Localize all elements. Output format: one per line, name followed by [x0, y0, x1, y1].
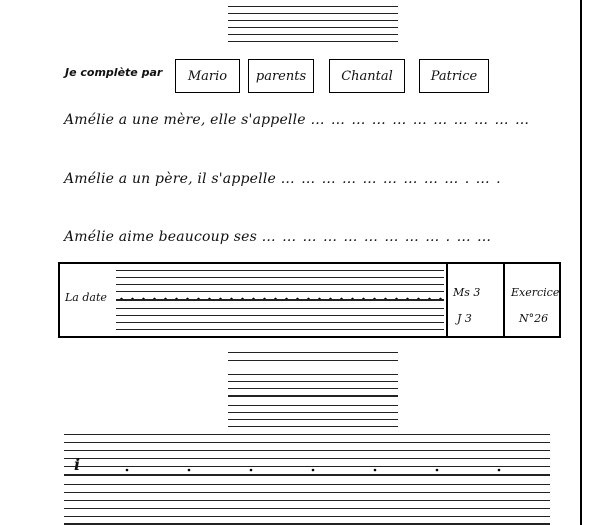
instruction-text: Je complète par: [65, 66, 163, 79]
j-label: J 3: [457, 312, 472, 325]
word-box-2[interactable]: parents: [248, 59, 314, 93]
sentence-3-text: Amélie aime beaucoup ses: [64, 229, 257, 245]
practice-letter: i: [74, 455, 81, 474]
word-box-1[interactable]: Mario: [175, 59, 240, 93]
exercise-label: Exercice: [511, 286, 560, 299]
ms-label: Ms 3: [453, 286, 481, 299]
sentence-1-blank[interactable]: … … … … … … … … … … …: [310, 112, 530, 128]
sentence-3-blank[interactable]: … … … … … … … … … . … …: [261, 229, 493, 245]
exercise-number: N°26: [519, 312, 549, 325]
sentence-1-text: Amélie a une mère, elle s'appelle: [64, 112, 306, 128]
word-box-4[interactable]: Patrice: [419, 59, 489, 93]
sentence-2-text: Amélie a un père, il s'appelle: [64, 171, 277, 187]
date-label: La date: [65, 291, 107, 304]
word-box-3[interactable]: Chantal: [329, 59, 405, 93]
sentence-2-blank[interactable]: … … … … … … … … … . … .: [280, 171, 502, 187]
